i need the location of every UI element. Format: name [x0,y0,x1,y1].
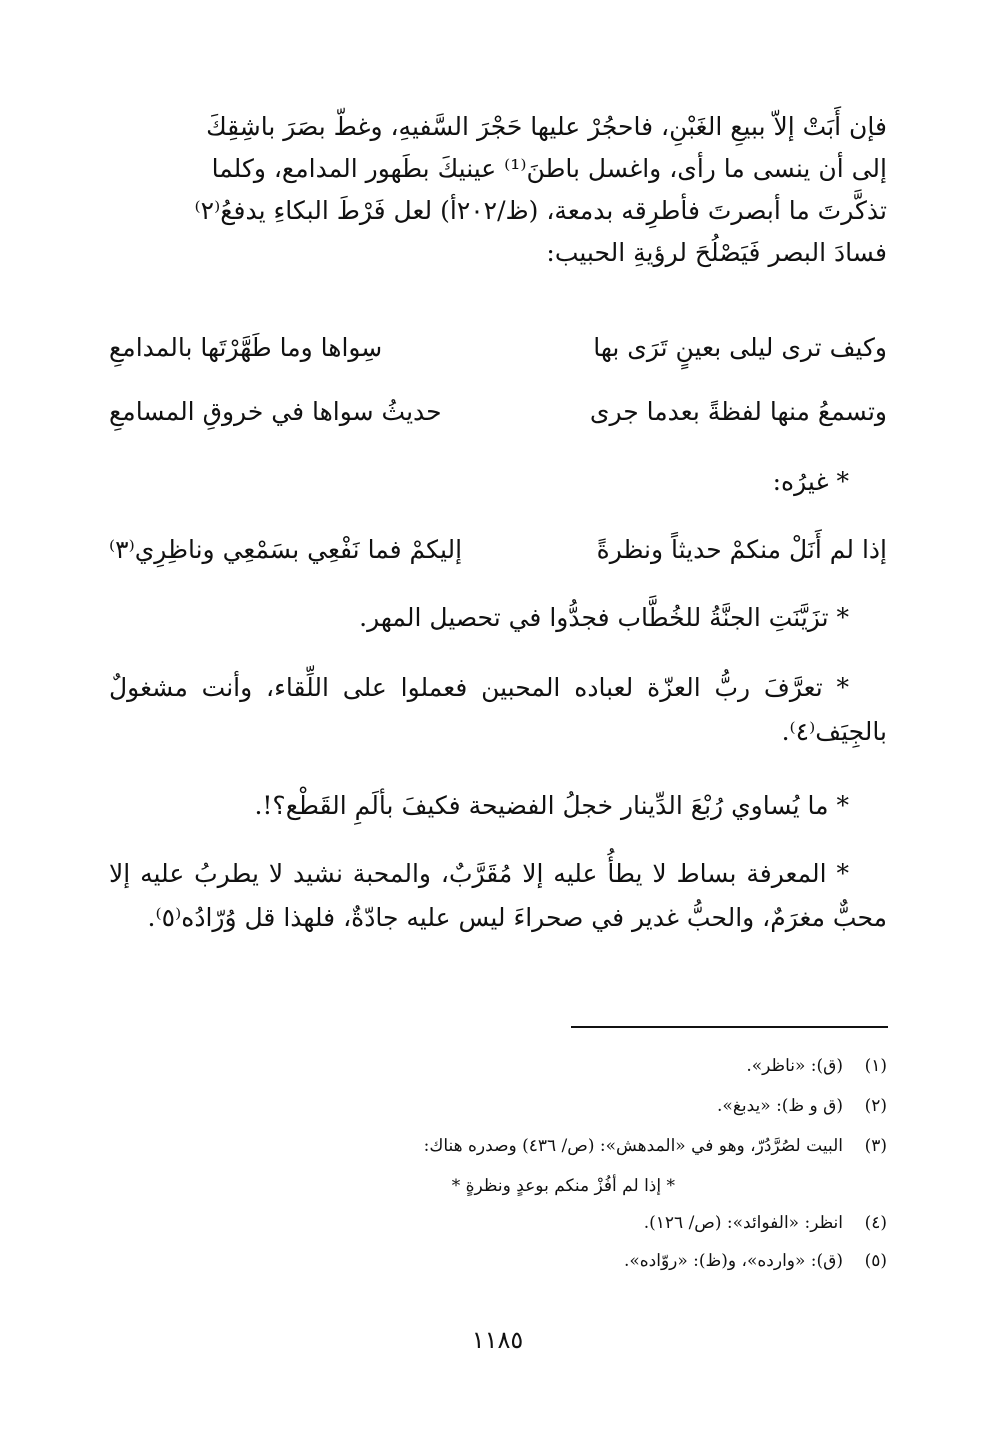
footnote-text: (ق و ظ): «يدبغ». [717,1096,843,1116]
verse-first-hemistich: وتسمعُ منها لفظةً بعدما جرى [589,397,887,426]
footnote-text: (ق): «وارده»، و(ظ): «روّاده». [623,1251,843,1271]
footnote-text: البيت لصُرَّدُرّ، وهو في «المدهش»: (ص/ ٤٣٦) وصدره هناك: [423,1136,843,1156]
verse-first-hemistich: إذا لم أَنَلْ منكمْ حديثاً ونظرةً [596,535,887,564]
footnote-number: (٢) [864,1096,887,1116]
aphorism: * تعرَّفَ ربُّ العزّة لعباده المحبين فعملوا على اللِّقاء، وأنت مشغولٌ بالجِيَف⁽٤⁾. [109,673,887,746]
footnote-number: (١) [864,1056,887,1076]
footnote-separator [571,1026,888,1028]
other-poet-label: * غيرُه: [772,467,849,496]
aphorism: * تزَيَّنَتِ الجنَّةُ للخُطَّاب فجدُّوا في تحصيل المهر. [359,603,849,632]
intro-line: إلى أن ينسى ما رأى، واغسل باطنَ⁽¹⁾ عينيكَ بطَهور المدامع، وكلما [211,154,887,183]
footnote [109,1053,887,1080]
footnote-number: (٣) [864,1136,887,1156]
intro-line: فإن أَبَتْ إلاّ ببيعِ الغَبْنِ، فاحجُرْ عليها حَجْرَ السَّفيهِ، وغطّ بصَرَ باشِقِكَ [206,112,887,141]
intro-paragraph [109,106,887,274]
intro-line: تذكَّرتَ ما أبصرتَ فأطرِقه بدمعة، (ظ/٢٠٢أ) لعل فَرْطَ البكاءِ يدفعُ⁽٢⁾ [194,196,887,225]
footnote [109,1093,887,1120]
verse-second-hemistich: سِواها وما طَهَّرْتَها بالمدامعِ [109,333,383,362]
verse-line [109,390,887,434]
footnote [109,1133,887,1160]
verse-second-hemistich: إليكمْ فما نَفْعِي بسَمْعِي وناظِرِي⁽٣⁾ [109,535,463,564]
footnote-text: (ق): «ناظر». [746,1056,843,1076]
verse-first-hemistich: وكيف ترى ليلى بعينٍ تَرَى بها [593,333,887,362]
footnote-number: (٤) [864,1213,887,1233]
aphorism: * المعرفة بساط لا يطأُ عليه إلا مُقَرَّبٌ، والمحبة نشيد لا يطربُ عليه إلا محبٌّ مغرَمٌ، والحبُّ غدير في صحراءَ ليس عليه جادّةٌ، فلهذا قل وُرّادُه⁽٥⁾. [109,859,887,932]
footnote-number: (٥) [864,1251,887,1271]
aphorism: * ما يُساوي رُبْعَ الدِّينار خجلُ الفضيحة فكيفَ بألَمِ القَطْع؟!. [254,791,849,820]
intro-line: فسادَ البصر فَيَصْلُحَ لرؤيةِ الحبيب: [546,238,887,267]
footnote-text: انظر: «الفوائد»: (ص/ ١٢٦). [643,1213,843,1233]
footnote [109,1248,887,1275]
page-number: ١١٨٥ [471,1326,524,1354]
verse-line [109,326,887,370]
footnote [109,1210,887,1237]
verse-line [109,528,887,572]
footnote-verse-quote: * إذا لم أفُزْ منكم بوعدٍ ونظرةٍ * [451,1176,675,1196]
verse-second-hemistich: حديثُ سواها في خروقِ المسامعِ [109,397,442,426]
